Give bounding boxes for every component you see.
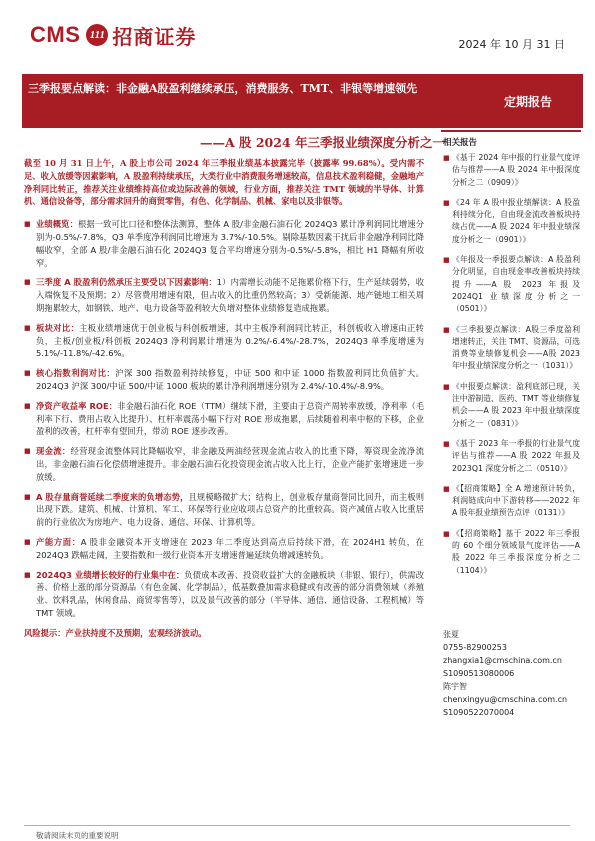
bullet-item [24, 445, 424, 483]
bullet-item [24, 367, 424, 393]
related-report-text: 《24 年 A 股中报业绩解读：A 股盈利持续分化，自由现金流改善板块持续占优——A 股 2024 年中报业绩深度分析之一（0901）》 [452, 197, 580, 244]
report-title: 三季报要点解读：非金融A股盈利继续承压，消费服务、TMT、非银等增速领先 [28, 82, 418, 95]
bullet-text: 沪深 300 指数盈利持续修复，中证 500 和中证 1000 指数盈利同比负值扩大。2024Q3 沪深 300/中证 500/中证 1000 板块的累计净利润增速分别为 2.4%/-10.4%/-8.9%。 [36, 368, 424, 391]
bullet-icon: ■ [24, 278, 31, 287]
bullet-icon: ■ [443, 439, 450, 448]
related-report-item[interactable] [443, 197, 580, 246]
bullet-icon: ■ [443, 325, 450, 334]
bullet-item [24, 218, 424, 269]
related-report-text: 《年报及一季报要点解读：A 股盈利分化明显，自由现金率改善板块持续提升——A 股 2023 年报及 2024Q1 业绩深度分析之一（0501）》 [452, 255, 580, 314]
bullet-label: 业绩概览： [36, 219, 78, 230]
bullet-text: 根据一致可比口径和整体法测算，整体 A 股/非金融石油石化 2024Q3 累计净利润同比增速分别为-0.5%/-7.8%，Q3 单季度净利润同比增速为 3.7%/-10.5%。剔除基数因素干扰后非金融净利同比降幅收窄，全部 A 股/非金融石油石化 2024Q3 复合平均增速分别为-0.5%/-5.8%，相比 H1 降幅有所收窄。 [36, 219, 424, 268]
bullet-list [24, 218, 424, 620]
related-report-item[interactable] [443, 483, 580, 520]
bullet-item [24, 536, 424, 562]
bullet-item [24, 569, 424, 620]
related-report-text: 《【招商策略】全 A 增速预计转负，利润链成向中下游转移——2022 年 A 股年报业绩预告点评（0131）》 [452, 483, 580, 518]
bullet-text: 主板业绩增速优于创业板与科创板增速，其中主板净利润同比转正，科创板收入增速由正转负，主板/创业板/科创板 2024Q3 净利润累计增速为 0.2%/-6.4%/-28.7%，2024Q3 单季度增速为 5.1%/-11.8%/-42.6%。 [36, 322, 424, 359]
bullet-icon: ■ [443, 198, 450, 207]
bullet-item [24, 400, 424, 438]
bullet-item [24, 491, 424, 529]
related-report-text: 《基于 2023 年一季报的行业景气度评估与推荐——A 股 2022 年报及 2023Q1 深度分析之二（0510）》 [452, 438, 580, 473]
bullet-icon: ■ [443, 256, 450, 265]
related-report-text: 《三季报要点解读：A股三季度盈利增速转正，关注 TMT、资源品，可选消费等业绩修复机会——A股 2023 年中报业绩深度分析之一（1031）》 [452, 324, 580, 371]
bullet-item [24, 322, 424, 360]
report-subtitle: ——A 股 2024 年三季报业绩深度分析之一 [199, 135, 445, 150]
analyst-email[interactable]: zhangxia1@cmschina.com.cn [443, 656, 562, 665]
analyst-license: S1090513080006 [443, 669, 515, 678]
bullet-icon: ■ [24, 369, 31, 378]
bullet-icon: ■ [24, 220, 31, 229]
footer-note: 敬请阅读末页的重要说明 [36, 831, 119, 840]
bullet-icon: ■ [24, 323, 31, 332]
analyst-email[interactable]: chenxingyu@cmschina.com.cn [443, 695, 568, 704]
bullet-icon: ■ [24, 492, 31, 501]
related-reports-list [443, 152, 580, 585]
analyst-name: 张夏 [443, 630, 459, 639]
bullet-text: 负债成本改善、投资收益扩大的金融板块（非银、银行），供需改善、价格上涨的部分资源品（有色金属、化学制品），低基数叠加需求稳健或有改善的部分消费领域（养殖业、饮料乳品，休闲食品、商贸零售等），以及景气改善的部分（半导体、通信、通信设备、工程机械）等 TMT 领域。 [36, 569, 424, 618]
bullet-label: 2024Q3 业绩增长较好的行业集中在： [36, 569, 185, 580]
related-report-item[interactable] [443, 324, 580, 373]
bullet-icon: ■ [24, 447, 31, 456]
bullet-text: 且规模略微扩大；结构上，创业板存量商誉同比回升，而主板则出现下跌。建筑、机械、计算机、军工、环保等行业应收项占总资产的比重较高。资产减值占收入比重居前的行业依次为房地产、电力设备、通信、环保、计算机等。 [36, 491, 424, 528]
bullet-text: 1）内需增长动能不足拖累价格下行，生产延续弱势，收入端恢复不及预期；2）尽管费用增速有限，但占收入的比重仍然较高；3）受新能源、地产链地工相关周期拖累较大，如钢铁、地产、电力设备等盈利较大负增对整体业绩修复造成拖累。 [36, 277, 425, 313]
main-content [24, 157, 424, 640]
bullet-label: 三季度 A 股盈利仍然承压主要受以下因素影响： [36, 277, 217, 288]
company-logo [30, 20, 196, 50]
bullet-label: 核心指数利润对比： [36, 368, 116, 379]
bullet-icon: ■ [443, 154, 450, 162]
bullet-item [24, 276, 424, 314]
footer-divider [24, 825, 570, 826]
related-report-text: 《中报要点解读：盈利底部已现，关注中游制造、医药、TMT 等业绩修复机会——A 股 2023 年中报业绩深度分析之一（0831）》 [452, 381, 580, 428]
bullet-text: A 股非金融资本开支增速在 2023 年二季度达到高点后持续下滑，在 2024H1 转负，在 2024Q3 跌幅走阔，主要指数和一级行业资本开支增速普遍延续负增减速转负。 [36, 536, 424, 560]
analyst-contacts [443, 628, 567, 719]
related-report-text: 《基于 2024 年中报的行业景气度评估与推荐——A 股 2024 年中报深度分析之二（0909）》 [452, 153, 580, 187]
bullet-icon: ■ [443, 484, 450, 493]
analyst-name: 陈宇智 [443, 682, 467, 691]
bullet-label: 净资产收益率 ROE： [36, 400, 118, 411]
related-report-item[interactable] [443, 438, 580, 475]
bullet-label: 产能方面： [36, 536, 81, 547]
sidebar-title: 相关报告 [443, 138, 478, 148]
bullet-label: A 股存量商誉延续二季度来的负增态势， [36, 491, 189, 502]
logo-text-en: CMS [30, 22, 81, 47]
bullet-text: 非金融石油石化 ROE（TTM）继续下滑，主要由于总资产周转率放缓，净利率（毛利率下行、费用占收入比提升）、杠杆率震荡小幅下行对 ROE 形成拖累，后续随着利率中枢的下移，企业盈利的改善，杠杆率有望回升，带动 ROE 逐步改善。 [36, 400, 425, 437]
related-report-item[interactable] [443, 254, 580, 315]
bullet-text: 经营现金流整体同比降幅收窄，非金融及两油经营现金流占收入的比重下降，筹资现金流净流出，非金融石油石化偿债增速提升。非金融石油石化投资现金流占收入比上行，企业产能扩张增速进一步放缓。 [36, 446, 424, 482]
related-report-text: 《【招商策略】基于 2022 年三季报的 60 个细分领域景气度评估——A 股 2022 年三季报深度分析之二（1104）》 [452, 528, 580, 575]
bullet-icon: ■ [443, 382, 450, 391]
sidebar-divider [441, 130, 581, 132]
related-report-item[interactable] [443, 528, 580, 577]
bullet-label: 现金流： [36, 446, 71, 457]
logo-text-cn: 招商证券 [112, 24, 197, 49]
related-report-item[interactable] [443, 381, 580, 430]
bullet-label: 板块对比： [36, 322, 80, 333]
bullet-icon: ■ [24, 570, 31, 579]
analyst-license: S1090522070004 [443, 708, 515, 717]
bullet-icon: ■ [24, 537, 31, 546]
risk-warning: 风险提示：产业扶持度不及预期，宏观经济波动。 [24, 627, 207, 638]
report-type-tag: 定期报告 [503, 94, 552, 109]
bullet-icon: ■ [24, 401, 31, 410]
summary-paragraph: 截至 10 月 31 日上午，A 股上市公司 2024 年三季报业绩基本披露完毕（披露率 99.68%）。受内需不足、收入放缓等因素影响，A 股盈利持续承压，大类行业中消费服务增速较高，信息技术盈利稳健，金融地产净利同比转正，推荐关注业绩维持高位或边际改善的领域，行业方面，推荐关注 TMT 领域的半导体、计算机、通信设备等，部分需求回升的商贸零售，有色、化学制品、机械、家电以及非银等。 [24, 158, 424, 207]
logo-mark-icon: 111 [86, 24, 108, 46]
related-report-item[interactable] [443, 152, 580, 189]
analyst-phone: 0755-82900253 [443, 643, 507, 652]
bullet-icon: ■ [443, 529, 450, 538]
report-date: 2024 年 10 月 31 日 [458, 38, 565, 51]
